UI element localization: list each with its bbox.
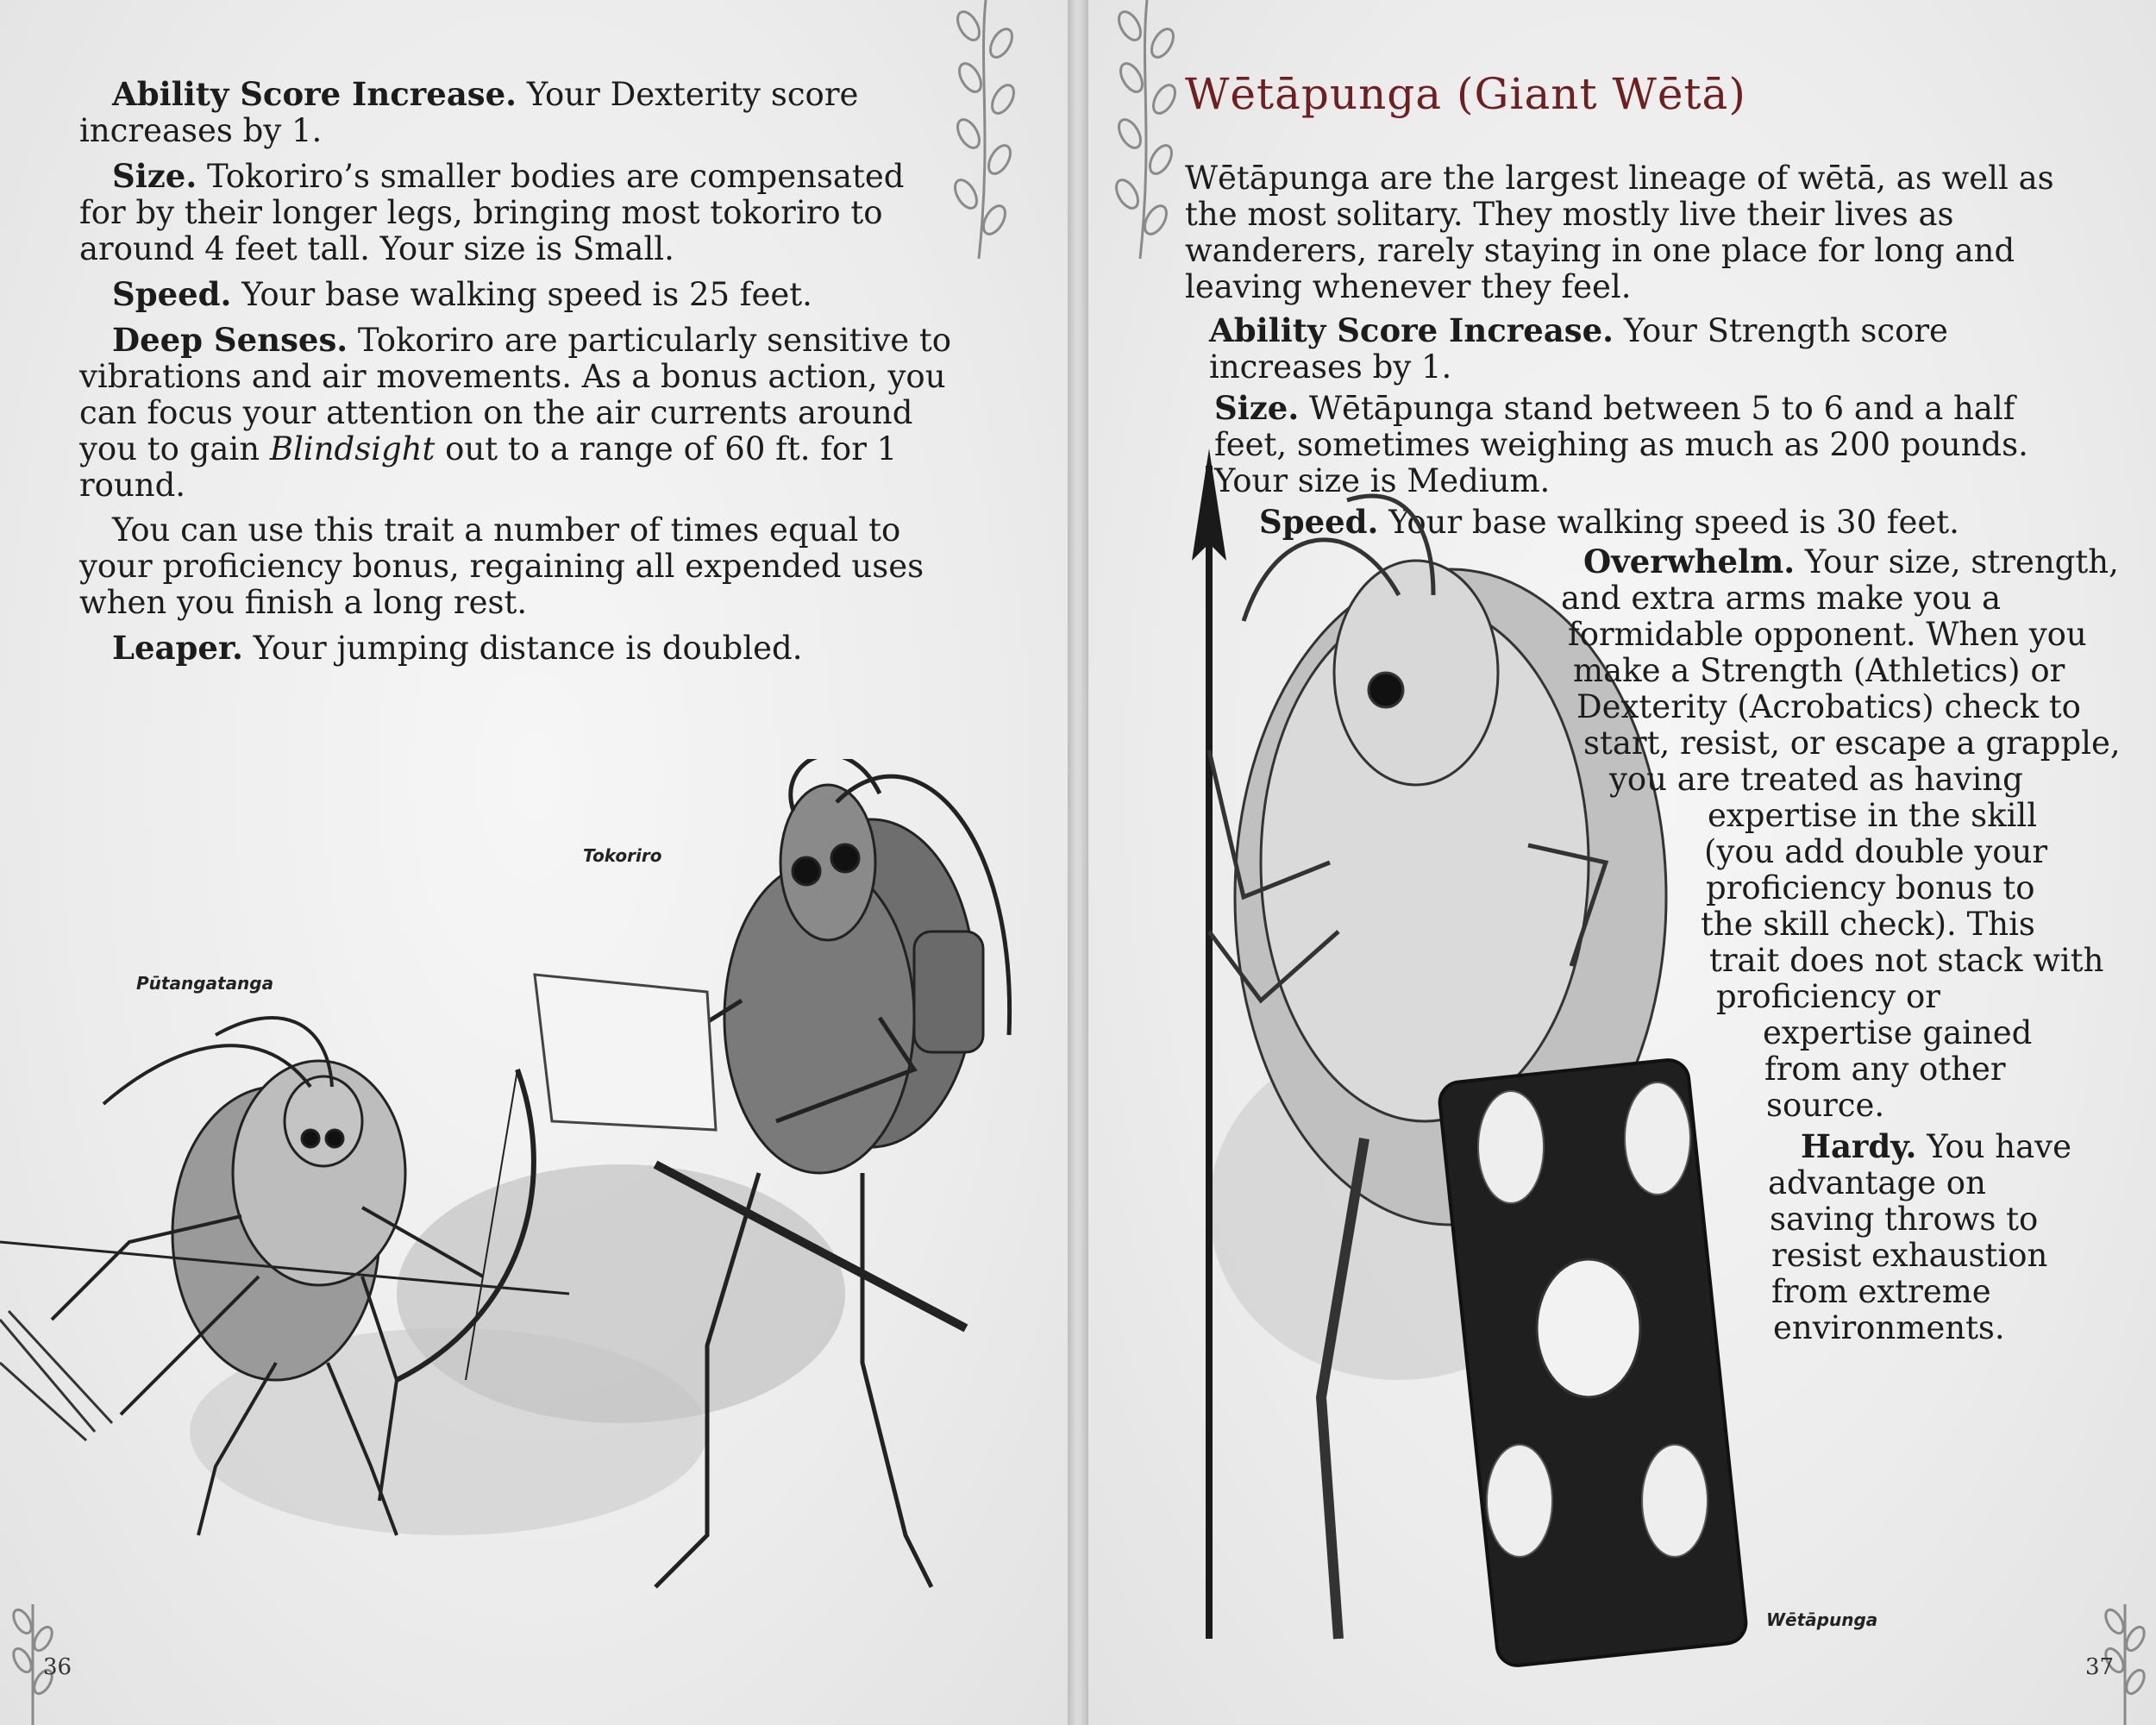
tokoriro-label: Tokoriro — [583, 845, 662, 866]
ability-score-text: Your Dexterity score increases by 1. — [79, 76, 859, 149]
ability-paragraph — [1209, 312, 2080, 394]
left-page — [0, 0, 1068, 1725]
size-term: Size. — [1214, 389, 1300, 427]
ability-score-term: Ability Score Increase. — [1209, 311, 1614, 349]
overwhelm-line: trait does not stack with — [1709, 942, 2104, 979]
ability-score-term: Ability Score Increase. — [112, 75, 517, 113]
size-text: Wētāpunga stand between 5 to 6 and a half feet, sometimes weighing as much as 200 pounds. Your size is Medium. — [1214, 390, 2028, 499]
overwhelm-line: Overwhelm. Your size, strength, — [1583, 543, 2119, 580]
overwhelm-term: Overwhelm. — [1583, 543, 1796, 580]
deep-senses-term: Deep Senses. — [112, 321, 348, 359]
size-text: Tokoriro’s smaller bodies are compensated for by their longer legs, bringing most tokoriro to around 4 feet tall. Your size is Small. — [79, 158, 905, 267]
overwhelm-line: formidable opponent. When you — [1568, 616, 2087, 653]
speed-paragraph — [79, 276, 959, 313]
size-term: Size. — [112, 157, 197, 195]
overwhelm-line: (you add double your — [1704, 833, 2048, 870]
trait-uses-paragraph — [79, 512, 959, 621]
hardy-line: from extreme — [1771, 1273, 1991, 1310]
intro-paragraph: Wētāpunga are the largest lineage of wētā, as well as the most solitary. They mostly live their lives as wanderers, rarely staying in one place for long and leaving whenever they feel. — [1185, 160, 2054, 305]
overwhelm-line: make a Strength (Athletics) or — [1573, 652, 2065, 689]
hardy-term: Hardy. — [1801, 1127, 1917, 1165]
hardy-line: advantage on — [1768, 1164, 1986, 1201]
overwhelm-line: the skill check). This — [1701, 906, 2035, 943]
overwhelm-line: source. — [1766, 1087, 1885, 1124]
ability-score-text: Your Strength score increases by 1. — [1209, 312, 1948, 386]
hardy-line: resist exhaustion — [1771, 1237, 2048, 1274]
speed-text: Your base walking speed is 25 feet. — [231, 276, 812, 313]
deep-senses-text: Tokoriro are particularly sensitive to vibrations and air movements. As a bonus action, you can focus your attention on the air currents around you to gain — [79, 322, 952, 467]
overwhelm-line: from any other — [1764, 1051, 2006, 1088]
leaper-paragraph — [79, 630, 959, 667]
trait-uses-text: You can use this trait a number of times equal to your proficiency bonus, regaining all expended uses when you finish a long rest. — [79, 511, 924, 621]
deep-senses-paragraph — [79, 322, 959, 504]
blindsight-term: Blindsight — [269, 430, 436, 467]
overwhelm-line: expertise gained — [1763, 1014, 2033, 1051]
overwhelm-line: proficiency bonus to — [1706, 869, 2035, 906]
hardy-paragraph — [1088, 1128, 2156, 1346]
overwhelm-line: start, resist, or escape a grapple, — [1583, 724, 2121, 762]
hardy-line: environments. — [1773, 1309, 2005, 1346]
right-page — [1088, 0, 2156, 1725]
overwhelm-line: you are treated as having — [1609, 761, 2023, 798]
putangatanga-label: Pūtangatanga — [136, 973, 274, 994]
intro-text — [1185, 160, 2073, 314]
vine-ornament-icon — [1106, 0, 1183, 259]
leaper-text: Your jumping distance is doubled. — [242, 630, 803, 667]
size-paragraph — [79, 158, 959, 267]
page-title: Wētāpunga (Giant Wētā) — [1185, 69, 1746, 119]
overwhelm-line: proficiency or — [1716, 978, 1940, 1015]
page-number-right: 37 — [2085, 1654, 2115, 1680]
hardy-line: Hardy. You have — [1801, 1127, 2071, 1165]
book-gutter — [1068, 0, 1088, 1725]
left-page-text — [79, 76, 959, 675]
ability-score-paragraph — [79, 76, 959, 149]
overwhelm-line: expertise in the skill — [1708, 797, 2038, 834]
speed-term: Speed. — [112, 275, 232, 313]
speed-term: Speed. — [1259, 503, 1379, 541]
tokoriro-illustration — [0, 759, 1068, 1725]
deep-senses-text-end: out to a range of 60 ft. for 1 round. — [79, 430, 898, 504]
wetapunga-label: Wētāpunga — [1766, 1609, 1878, 1630]
hardy-line: saving throws to — [1770, 1201, 2039, 1238]
page-number-left: 36 — [43, 1654, 72, 1680]
overwhelm-paragraph — [1088, 543, 2156, 1124]
speed-text: Your base walking speed is 30 feet. — [1378, 504, 1959, 541]
overwhelm-line: and extra arms make you a — [1561, 580, 2002, 617]
overwhelm-line: Dexterity (Acrobatics) check to — [1576, 688, 2081, 725]
leaper-term: Leaper. — [112, 629, 243, 667]
